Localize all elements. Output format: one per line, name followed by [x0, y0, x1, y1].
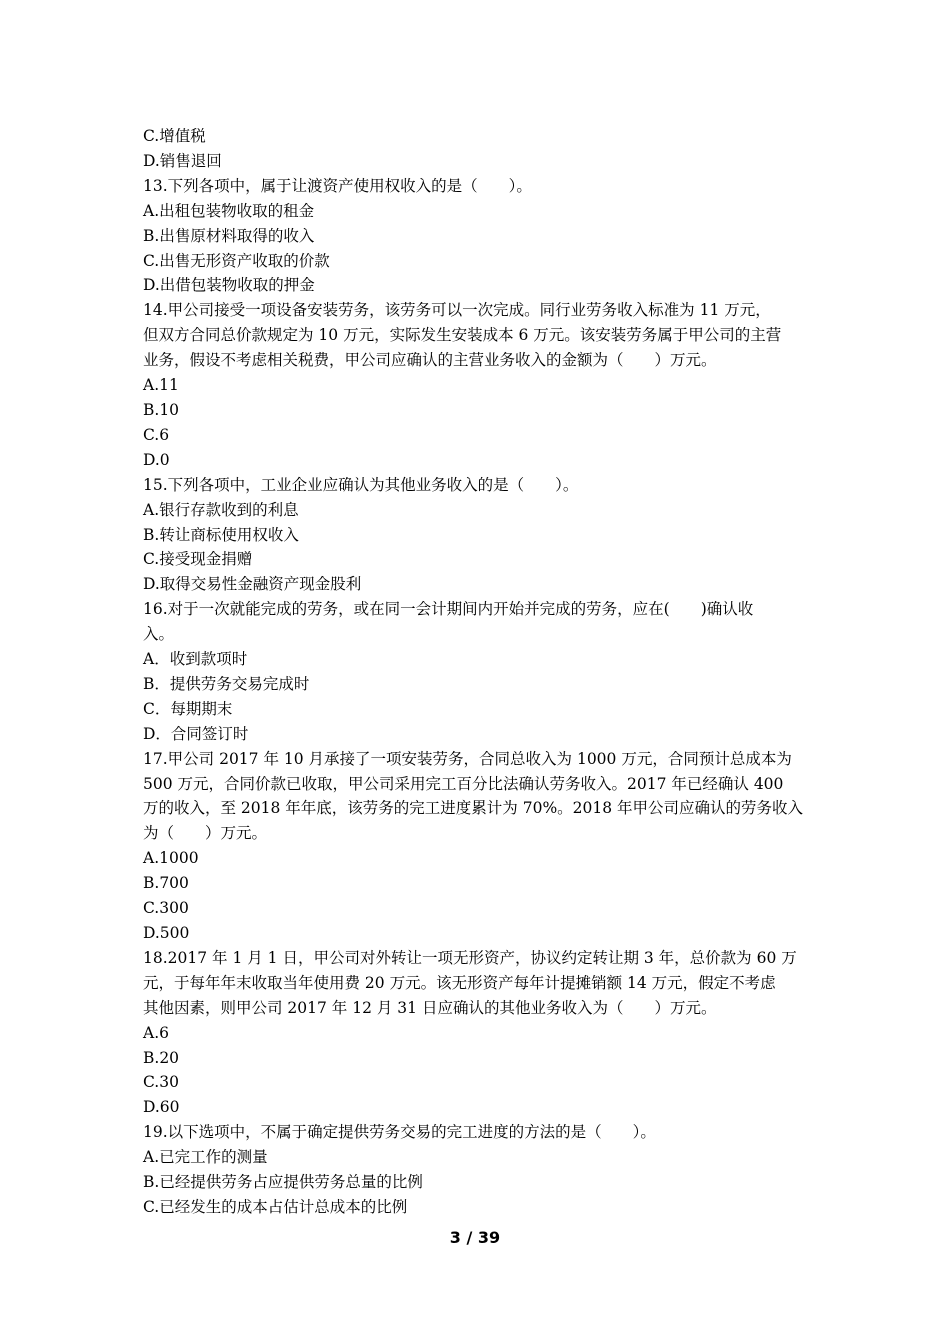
text-line: C.30	[143, 1073, 179, 1092]
text-line: 为（ ）万元。	[143, 824, 268, 843]
text-line: A.出租包装物收取的租金	[143, 201, 315, 220]
text-line: D.60	[143, 1098, 180, 1117]
text-line: C.出售无形资产收取的价款	[143, 251, 330, 270]
text-line: 13.下列各项中，属于让渡资产使用权收入的是（ ）。	[143, 176, 532, 195]
text-line: B.出售原材料取得的收入	[143, 226, 315, 245]
text-line: B.已经提供劳务占应提供劳务总量的比例	[143, 1173, 423, 1192]
text-line: 其他因素，则甲公司 2017 年 12 月 31 日应确认的其他业务收入为（ ）万元。	[143, 998, 717, 1017]
text-line: B.转让商标使用权收入	[143, 525, 299, 544]
text-line: 但双方合同总价款规定为 10 万元，实际发生安装成本 6 万元。该安装劳务属于甲公司的主营	[143, 326, 782, 345]
text-line: D．合同签订时	[143, 724, 249, 743]
text-line: D.销售退回	[143, 151, 222, 170]
text-line: 入。	[143, 625, 175, 644]
text-line: D.0	[143, 450, 170, 469]
text-line: C.接受现金捐赠	[143, 550, 253, 569]
text-line: 万的收入，至 2018 年年底，该劳务的完工进度累计为 70%。2018 年甲公司应确认的劳务收入	[143, 799, 804, 818]
text-line: B.10	[143, 400, 180, 419]
text-line: 14.甲公司接受一项设备安装劳务，该劳务可以一次完成。同行业劳务收入标准为 11 万元，	[143, 301, 771, 320]
text-line: 业务，假设不考虑相关税费，甲公司应确认的主营业务收入的金额为（ ）万元。	[143, 351, 717, 370]
text-line: C.300	[143, 899, 189, 918]
document-body	[143, 124, 813, 1220]
text-line: C.6	[143, 425, 170, 444]
text-line: A.1000	[143, 849, 199, 868]
page-number: 3 / 39	[449, 1228, 501, 1247]
text-line: 元，于每年年末收取当年使用费 20 万元。该无形资产每年计提摊销额 14 万元，假定不考虑	[143, 973, 776, 992]
text-line: C.已经发生的成本占估计总成本的比例	[143, 1197, 408, 1216]
text-line: 16.对于一次就能完成的劳务，或在同一会计期间内开始并完成的劳务，应在( )确认收	[143, 600, 754, 619]
text-line: D.取得交易性金融资产现金股利	[143, 575, 362, 594]
text-line: B.20	[143, 1048, 180, 1067]
text-line: B.700	[143, 874, 189, 893]
text-line: C．每期期末	[143, 699, 233, 718]
text-line: C.增值税	[143, 127, 206, 145]
text-line: 15.下列各项中，工业企业应确认为其他业务收入的是（ ）。	[143, 475, 579, 494]
text-line: 18.2017 年 1 月 1 日，甲公司对外转让一项无形资产，协议约定转让期 3 年，总价款为 60 万	[143, 948, 797, 967]
text-line: A.已完工作的测量	[143, 1148, 268, 1167]
text-line: D.500	[143, 924, 190, 942]
text-line: 17.甲公司 2017 年 10 月承接了一项安装劳务，合同总收入为 1000 万元，合同预计总成本为	[143, 749, 792, 768]
text-line: B．提供劳务交易完成时	[143, 674, 310, 693]
text-line: 500 万元，合同价款已收取，甲公司采用完工百分比法确认劳务收入。2017 年已经确认 400	[143, 774, 784, 793]
text-line: D.出借包装物收取的押金	[143, 276, 315, 295]
text-line: A．收到款项时	[143, 650, 248, 669]
text-line: A.11	[143, 376, 179, 395]
text-line: A.6	[143, 1023, 169, 1042]
text-line: 19.以下选项中，不属于确定提供劳务交易的完工进度的方法的是（ ）。	[143, 1123, 656, 1142]
text-line: A.银行存款收到的利息	[143, 500, 299, 519]
